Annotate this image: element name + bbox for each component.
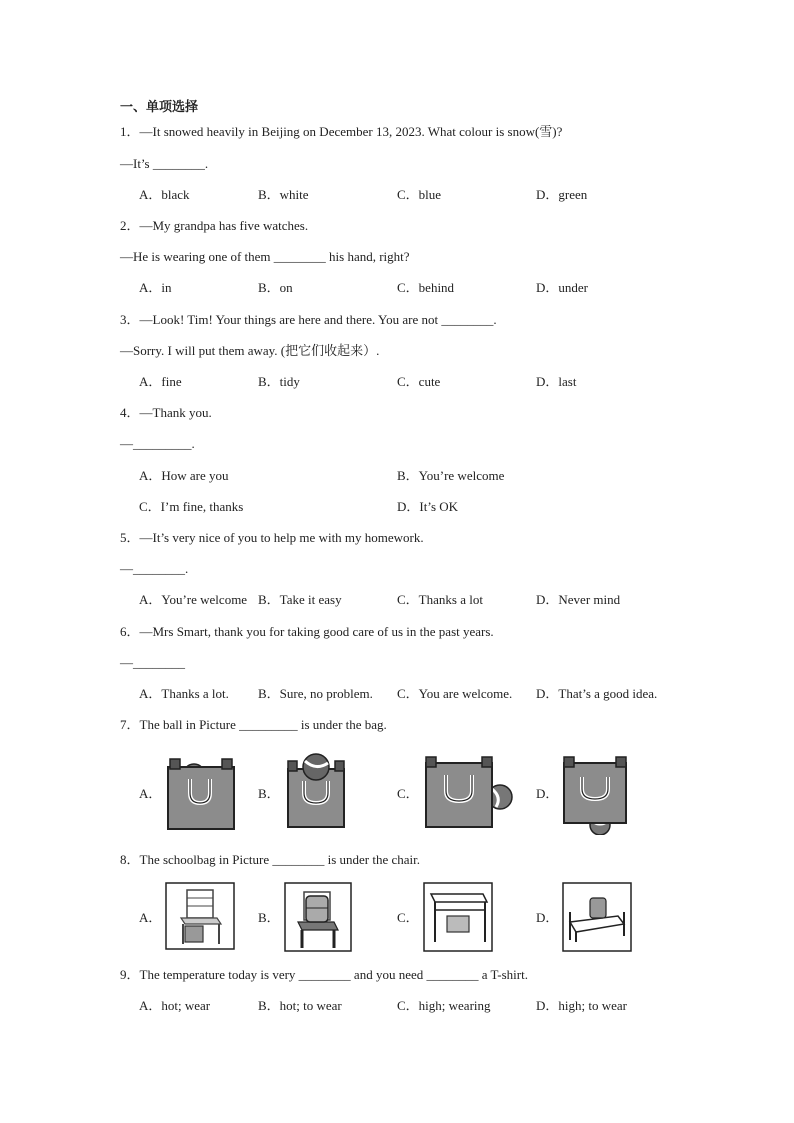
q6-option-a[interactable]: A．Thanks a lot. [139, 686, 229, 701]
q7-picture-b[interactable] [284, 749, 350, 831]
schoolbag-icon [590, 898, 606, 918]
question-4-answer: —_________. [120, 436, 195, 451]
q3-option-d[interactable]: D．last [536, 374, 577, 389]
question-6-answer: —________ [120, 655, 185, 670]
schoolbag-icon [185, 926, 203, 942]
question-8: 8．The schoolbag in Picture ________ is under the chair. [120, 852, 421, 867]
q5-option-a[interactable]: A．You’re welcome [139, 592, 248, 607]
schoolbag-icon [447, 916, 469, 932]
q8-option-b[interactable]: B． [258, 910, 280, 925]
q8-option-a[interactable]: A． [139, 910, 162, 925]
q9-option-a[interactable]: A．hot; wear [139, 998, 211, 1013]
q4-option-d[interactable]: D．It’s OK [397, 499, 459, 514]
q1-option-a[interactable]: A．black [139, 187, 190, 202]
q7-option-b[interactable]: B． [258, 786, 280, 801]
q1-option-b[interactable]: B．white [258, 187, 309, 202]
q1-option-c[interactable]: C．blue [397, 187, 442, 202]
question-9: 9．The temperature today is very ________ and you need ________ a T-shirt. [120, 967, 528, 982]
schoolbag-icon [306, 896, 328, 922]
q7-picture-a[interactable] [164, 753, 240, 833]
q9-option-b[interactable]: B．hot; to wear [258, 998, 342, 1013]
bag-icon [168, 767, 234, 829]
q5-option-d[interactable]: D．Never mind [536, 592, 621, 607]
q8-option-c[interactable]: C． [397, 910, 419, 925]
q7-picture-d[interactable] [560, 755, 630, 835]
question-2: 2．—My grandpa has five watches. [120, 218, 309, 233]
q9-option-c[interactable]: C．high; wearing [397, 998, 491, 1013]
q3-option-b[interactable]: B．tidy [258, 374, 300, 389]
question-2-answer: —He is wearing one of them ________ his hand, right? [120, 249, 410, 264]
question-3: 3．—Look! Tim! Your things are here and there. You are not ________. [120, 312, 497, 327]
bag-icon [564, 763, 626, 823]
section-title: 一、单项选择 [120, 99, 199, 114]
q6-option-d[interactable]: D．That’s a good idea. [536, 686, 658, 701]
q7-option-c[interactable]: C． [397, 786, 419, 801]
q7-option-a[interactable]: A． [139, 786, 162, 801]
q3-option-a[interactable]: A．fine [139, 374, 182, 389]
question-6: 6．—Mrs Smart, thank you for taking good care of us in the past years. [120, 624, 494, 639]
q8-picture-d[interactable] [562, 882, 632, 952]
bag-icon [426, 763, 492, 827]
q9-option-d[interactable]: D．high; to wear [536, 998, 627, 1013]
q5-option-b[interactable]: B．Take it easy [258, 592, 342, 607]
q7-picture-c[interactable] [422, 755, 518, 831]
q8-picture-c[interactable] [423, 882, 493, 952]
q2-option-a[interactable]: A．in [139, 280, 172, 295]
question-1: 1．—It snowed heavily in Beijing on December 13, 2023. What colour is snow(雪)? [120, 124, 563, 139]
q7-option-d[interactable]: D． [536, 786, 559, 801]
q1-option-d[interactable]: D．green [536, 187, 588, 202]
q6-option-c[interactable]: C．You are welcome. [397, 686, 513, 701]
q8-option-d[interactable]: D． [536, 910, 559, 925]
q2-option-d[interactable]: D．under [536, 280, 588, 295]
question-1-answer: —It’s ________. [120, 156, 209, 171]
q2-option-c[interactable]: C．behind [397, 280, 455, 295]
q4-option-a[interactable]: A．How are you [139, 468, 229, 483]
question-5-answer: —________. [120, 561, 189, 576]
q6-option-b[interactable]: B．Sure, no problem. [258, 686, 373, 701]
question-5: 5．—It’s very nice of you to help me with my homework. [120, 530, 424, 545]
question-3-answer: —Sorry. I will put them away. (把它们收起来）. [120, 343, 380, 358]
q4-option-b[interactable]: B．You’re welcome [397, 468, 505, 483]
question-4: 4．—Thank you. [120, 405, 212, 420]
q5-option-c[interactable]: C．Thanks a lot [397, 592, 483, 607]
q4-option-c[interactable]: C．I’m fine, thanks [139, 499, 244, 514]
question-7: 7．The ball in Picture _________ is under the bag. [120, 717, 387, 732]
q3-option-c[interactable]: C．cute [397, 374, 441, 389]
q8-picture-a[interactable] [165, 882, 235, 950]
q8-picture-b[interactable] [284, 882, 352, 952]
q2-option-b[interactable]: B．on [258, 280, 293, 295]
